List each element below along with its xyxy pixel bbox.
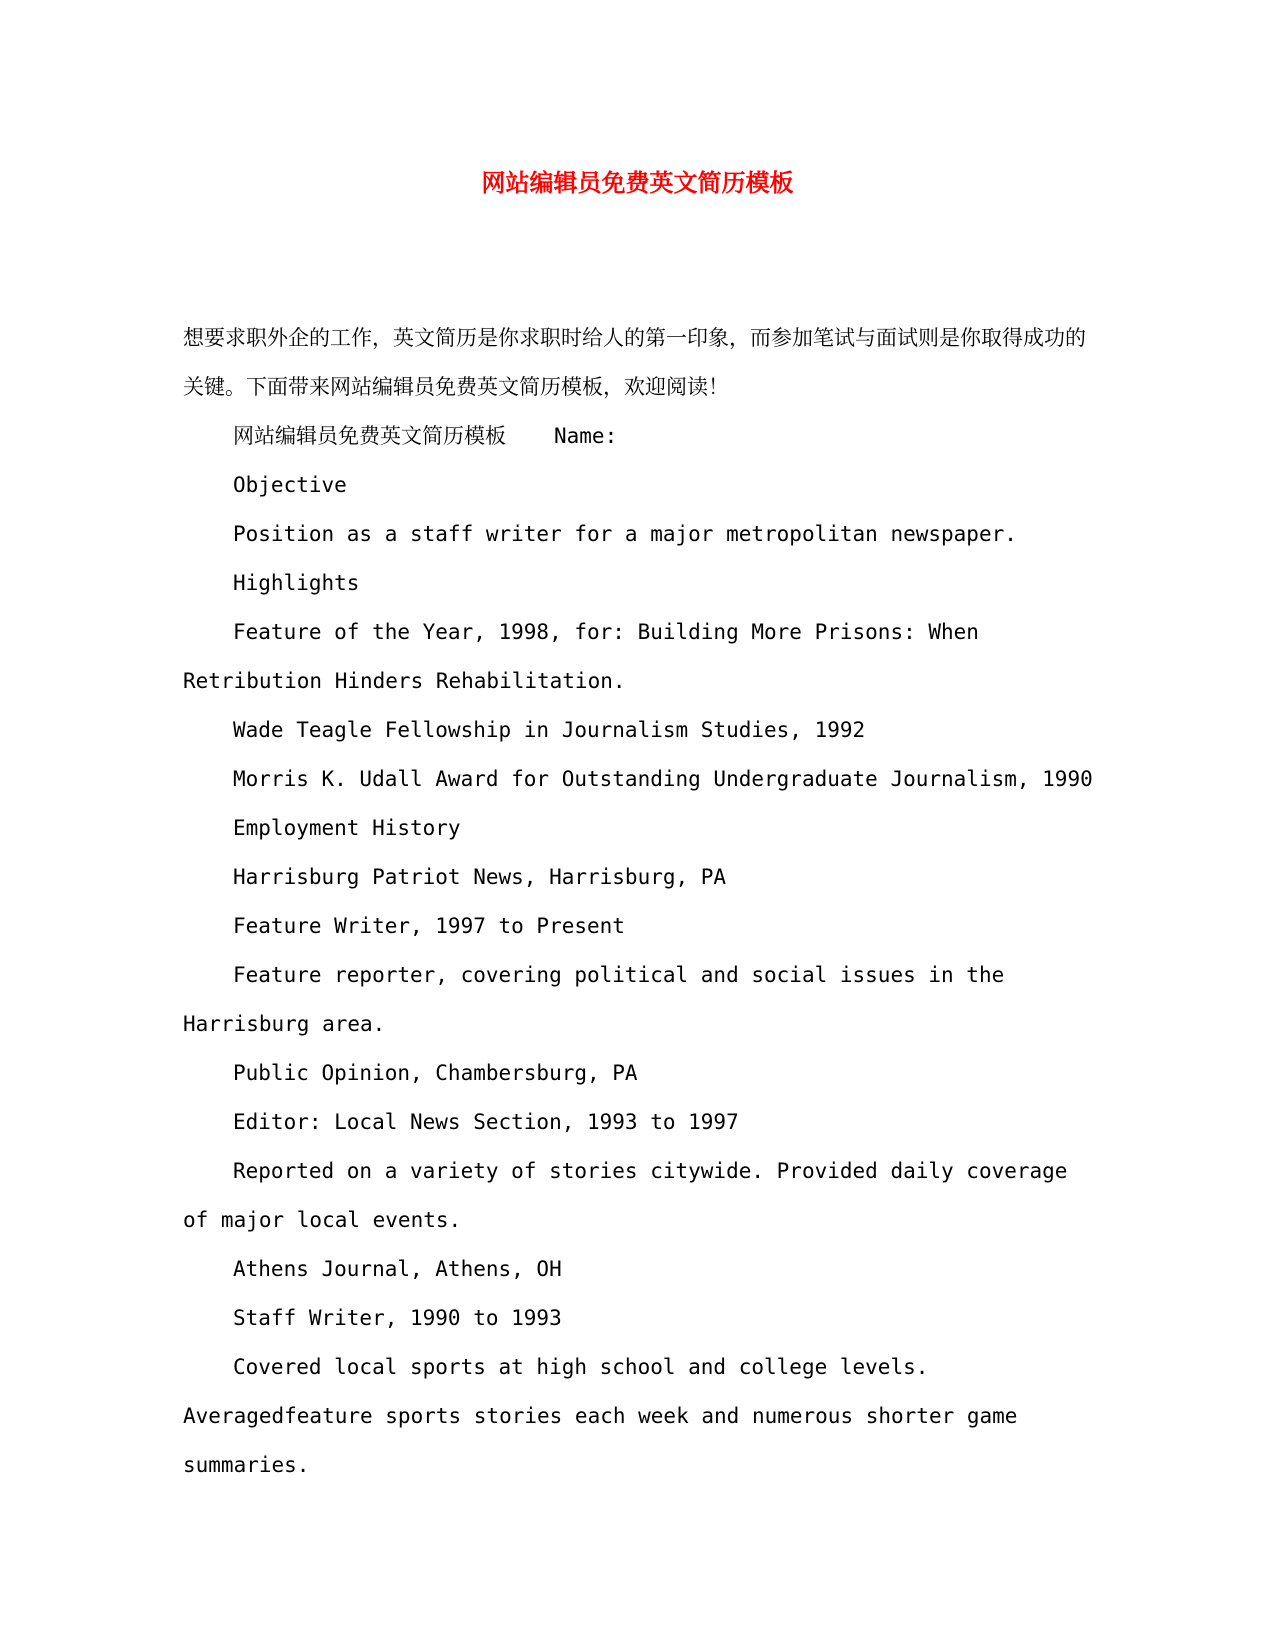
job-employer: Harrisburg Patriot News, Harrisburg, PA [233,865,727,889]
job-employer: Athens Journal, Athens, OH [233,1257,562,1281]
highlight-item: Morris K. Udall Award for Outstanding Undergraduate Journalism, 1990 [233,767,1093,791]
highlight-item: Wade Teagle Fellowship in Journalism Studies, 1992 [233,718,866,742]
objective-heading: Objective [233,473,347,497]
job-position: Feature Writer, 1997 to Present [233,914,625,938]
highlight-item: Feature of the Year, 1998, for: Building More Prisons: When Retribution Hinders Rehabilitation. [183,620,979,693]
job-position: Staff Writer, 1990 to 1993 [233,1306,562,1330]
job-description: Feature reporter, covering political and social issues in the Harrisburg area. [183,963,1005,1036]
job-position: Editor: Local News Section, 1993 to 1997 [233,1110,739,1134]
intro-paragraph: 想要求职外企的工作，英文简历是你求职时给人的第一印象，而参加笔试与面试则是你取得成功的关键。下面带来网站编辑员免费英文简历模板，欢迎阅读！ [183,326,1086,399]
highlights-heading: Highlights [233,571,360,595]
job-employer: Public Opinion, Chambersburg, PA [233,1061,638,1085]
template-heading: 网站编辑员免费英文简历模板 [233,424,506,448]
job-description: Reported on a variety of stories citywide. Provided daily coverage of major local events. [183,1159,1068,1232]
name-label: Name: [554,424,618,448]
document-body [183,314,1093,1490]
document-title: 网站编辑员免费英文简历模板 [481,168,794,197]
employment-heading: Employment History [233,816,461,840]
job-description: Covered local sports at high school and college levels. Averagedfeature sports stories each week and numerous shorter game summaries. [183,1355,1018,1477]
template-heading-line [183,412,1093,461]
objective-text: Position as a staff writer for a major metropolitan newspaper. [233,522,1017,546]
